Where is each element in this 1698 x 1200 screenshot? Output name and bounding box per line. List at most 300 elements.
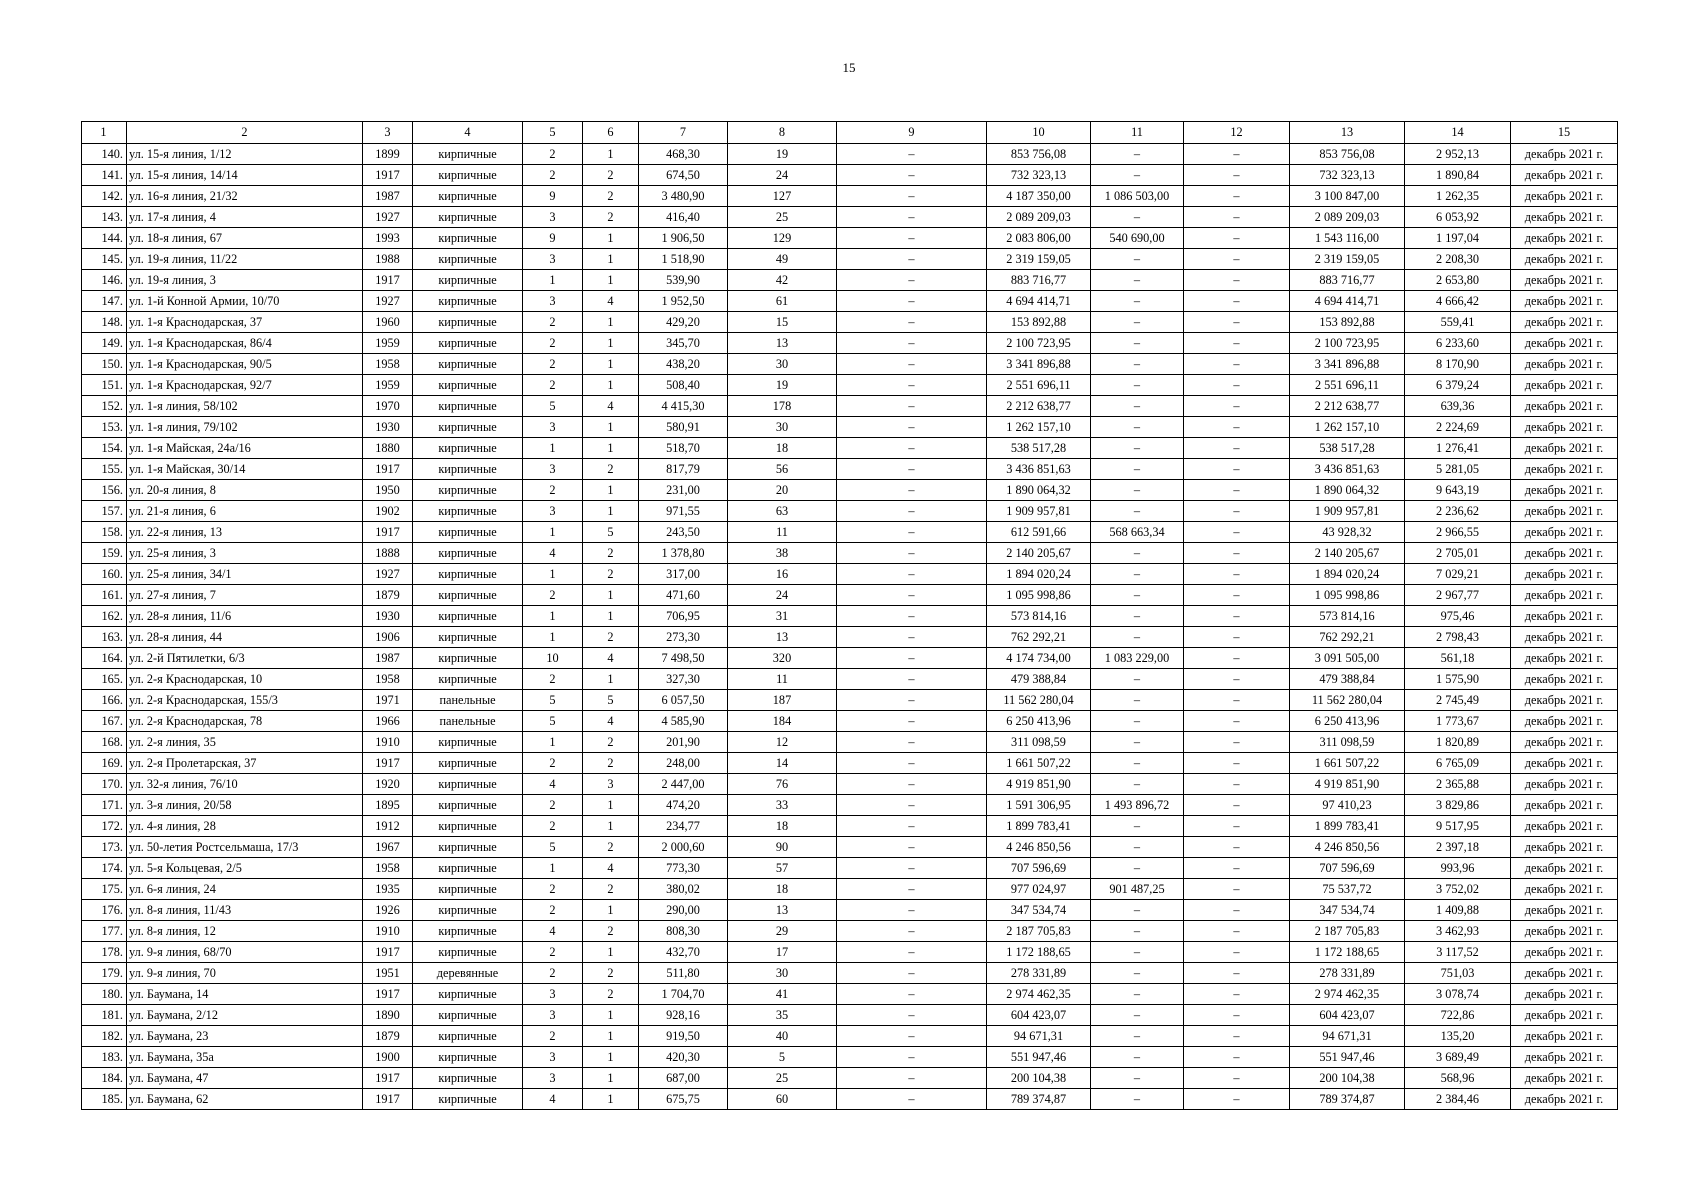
table-cell-col-2: ул. 15-я линия, 1/12 xyxy=(127,144,363,165)
table-cell-col-11: – xyxy=(1091,627,1184,648)
table-cell-col-10: 2 089 209,03 xyxy=(987,207,1091,228)
table-cell-col-3: 1927 xyxy=(363,207,413,228)
table-cell-col-2: ул. 1-я Краснодарская, 86/4 xyxy=(127,333,363,354)
table-cell-col-1: 146. xyxy=(82,270,127,291)
table-cell-col-12: – xyxy=(1184,312,1290,333)
table-cell-col-13: 732 323,13 xyxy=(1290,165,1405,186)
table-cell-col-5: 2 xyxy=(523,879,583,900)
table-cell-col-13: 1 172 188,65 xyxy=(1290,942,1405,963)
table-cell-col-9: – xyxy=(837,1026,987,1047)
table-cell-col-10: 573 814,16 xyxy=(987,606,1091,627)
table-cell-col-13: 153 892,88 xyxy=(1290,312,1405,333)
table-cell-col-13: 1 661 507,22 xyxy=(1290,753,1405,774)
table-cell-col-14: 2 397,18 xyxy=(1405,837,1511,858)
table-cell-col-3: 1993 xyxy=(363,228,413,249)
table-cell-col-3: 1958 xyxy=(363,669,413,690)
table-cell-col-13: 1 543 116,00 xyxy=(1290,228,1405,249)
table-cell-col-7: 416,40 xyxy=(639,207,728,228)
table-cell-col-5: 3 xyxy=(523,1068,583,1089)
table-cell-col-1: 171. xyxy=(82,795,127,816)
table-cell-col-15: декабрь 2021 г. xyxy=(1511,648,1618,669)
table-cell-col-2: ул. Баумана, 62 xyxy=(127,1089,363,1110)
table-cell-col-11: – xyxy=(1091,963,1184,984)
table-cell-col-1: 160. xyxy=(82,564,127,585)
table-row xyxy=(82,270,1618,291)
table-cell-col-15: декабрь 2021 г. xyxy=(1511,501,1618,522)
table-cell-col-4: кирпичные xyxy=(413,396,523,417)
table-cell-col-13: 2 100 723,95 xyxy=(1290,333,1405,354)
column-header-10: 10 xyxy=(987,122,1091,144)
table-cell-col-2: ул. 4-я линия, 28 xyxy=(127,816,363,837)
table-cell-col-4: кирпичные xyxy=(413,1026,523,1047)
table-cell-col-5: 4 xyxy=(523,1089,583,1110)
table-cell-col-4: кирпичные xyxy=(413,795,523,816)
table-cell-col-12: – xyxy=(1184,207,1290,228)
table-cell-col-13: 2 187 705,83 xyxy=(1290,921,1405,942)
table-cell-col-6: 1 xyxy=(583,249,639,270)
table-cell-col-3: 1917 xyxy=(363,753,413,774)
table-cell-col-5: 1 xyxy=(523,606,583,627)
table-cell-col-3: 1899 xyxy=(363,144,413,165)
table-cell-col-7: 1 952,50 xyxy=(639,291,728,312)
table-cell-col-15: декабрь 2021 г. xyxy=(1511,879,1618,900)
table-cell-col-15: декабрь 2021 г. xyxy=(1511,312,1618,333)
table-cell-col-12: – xyxy=(1184,774,1290,795)
table-cell-col-4: кирпичные xyxy=(413,585,523,606)
table-cell-col-3: 1960 xyxy=(363,312,413,333)
table-cell-col-9: – xyxy=(837,228,987,249)
table-cell-col-14: 2 208,30 xyxy=(1405,249,1511,270)
column-number-row xyxy=(82,122,1618,144)
table-cell-col-8: 13 xyxy=(728,900,837,921)
table-cell-col-6: 2 xyxy=(583,165,639,186)
table-cell-col-11: – xyxy=(1091,816,1184,837)
table-cell-col-7: 429,20 xyxy=(639,312,728,333)
table-cell-col-2: ул. 8-я линия, 11/43 xyxy=(127,900,363,921)
table-cell-col-10: 732 323,13 xyxy=(987,165,1091,186)
table-cell-col-8: 60 xyxy=(728,1089,837,1110)
table-cell-col-2: ул. 9-я линия, 68/70 xyxy=(127,942,363,963)
table-cell-col-11: – xyxy=(1091,207,1184,228)
table-cell-col-13: 3 341 896,88 xyxy=(1290,354,1405,375)
table-cell-col-13: 3 100 847,00 xyxy=(1290,186,1405,207)
table-cell-col-5: 2 xyxy=(523,753,583,774)
table-cell-col-8: 13 xyxy=(728,627,837,648)
table-cell-col-4: кирпичные xyxy=(413,543,523,564)
table-cell-col-6: 1 xyxy=(583,354,639,375)
table-cell-col-10: 2 319 159,05 xyxy=(987,249,1091,270)
table-cell-col-9: – xyxy=(837,312,987,333)
table-cell-col-13: 2 319 159,05 xyxy=(1290,249,1405,270)
table-cell-col-15: декабрь 2021 г. xyxy=(1511,375,1618,396)
table-cell-col-2: ул. 1-я Майская, 24а/16 xyxy=(127,438,363,459)
table-cell-col-6: 1 xyxy=(583,1089,639,1110)
table-cell-col-2: ул. 19-я линия, 3 xyxy=(127,270,363,291)
table-cell-col-8: 20 xyxy=(728,480,837,501)
table-cell-col-10: 2 212 638,77 xyxy=(987,396,1091,417)
table-cell-col-15: декабрь 2021 г. xyxy=(1511,186,1618,207)
table-cell-col-14: 9 517,95 xyxy=(1405,816,1511,837)
table-cell-col-13: 538 517,28 xyxy=(1290,438,1405,459)
table-cell-col-10: 977 024,97 xyxy=(987,879,1091,900)
table-cell-col-1: 177. xyxy=(82,921,127,942)
table-cell-col-6: 4 xyxy=(583,711,639,732)
table-cell-col-9: – xyxy=(837,732,987,753)
table-cell-col-2: ул. 28-я линия, 44 xyxy=(127,627,363,648)
table-cell-col-2: ул. 21-я линия, 6 xyxy=(127,501,363,522)
table-cell-col-1: 140. xyxy=(82,144,127,165)
table-row xyxy=(82,963,1618,984)
table-cell-col-4: кирпичные xyxy=(413,186,523,207)
table-row xyxy=(82,1005,1618,1026)
table-cell-col-3: 1987 xyxy=(363,648,413,669)
table-cell-col-14: 9 643,19 xyxy=(1405,480,1511,501)
table-cell-col-15: декабрь 2021 г. xyxy=(1511,438,1618,459)
table-cell-col-1: 162. xyxy=(82,606,127,627)
table-cell-col-5: 5 xyxy=(523,711,583,732)
table-cell-col-10: 200 104,38 xyxy=(987,1068,1091,1089)
table-cell-col-12: – xyxy=(1184,1047,1290,1068)
table-cell-col-7: 432,70 xyxy=(639,942,728,963)
table-cell-col-11: – xyxy=(1091,543,1184,564)
table-cell-col-9: – xyxy=(837,249,987,270)
table-cell-col-2: ул. 22-я линия, 13 xyxy=(127,522,363,543)
table-cell-col-11: – xyxy=(1091,837,1184,858)
table-cell-col-12: – xyxy=(1184,1026,1290,1047)
table-cell-col-12: – xyxy=(1184,606,1290,627)
table-cell-col-14: 3 078,74 xyxy=(1405,984,1511,1005)
table-cell-col-14: 975,46 xyxy=(1405,606,1511,627)
table-cell-col-4: кирпичные xyxy=(413,648,523,669)
table-cell-col-5: 2 xyxy=(523,354,583,375)
table-cell-col-4: кирпичные xyxy=(413,900,523,921)
table-cell-col-7: 808,30 xyxy=(639,921,728,942)
table-cell-col-10: 278 331,89 xyxy=(987,963,1091,984)
table-cell-col-13: 6 250 413,96 xyxy=(1290,711,1405,732)
table-cell-col-9: – xyxy=(837,984,987,1005)
table-cell-col-14: 559,41 xyxy=(1405,312,1511,333)
table-row xyxy=(82,312,1618,333)
table-cell-col-14: 6 379,24 xyxy=(1405,375,1511,396)
table-cell-col-3: 1879 xyxy=(363,585,413,606)
table-cell-col-2: ул. 1-я Краснодарская, 92/7 xyxy=(127,375,363,396)
table-cell-col-2: ул. 2-я Краснодарская, 10 xyxy=(127,669,363,690)
table-cell-col-3: 1959 xyxy=(363,375,413,396)
table-cell-col-10: 789 374,87 xyxy=(987,1089,1091,1110)
table-cell-col-10: 551 947,46 xyxy=(987,1047,1091,1068)
table-cell-col-15: декабрь 2021 г. xyxy=(1511,963,1618,984)
table-cell-col-4: панельные xyxy=(413,690,523,711)
table-cell-col-9: – xyxy=(837,354,987,375)
table-cell-col-3: 1935 xyxy=(363,879,413,900)
table-cell-col-14: 1 197,04 xyxy=(1405,228,1511,249)
table-cell-col-11: – xyxy=(1091,732,1184,753)
table-cell-col-13: 573 814,16 xyxy=(1290,606,1405,627)
table-cell-col-9: – xyxy=(837,837,987,858)
table-cell-col-6: 2 xyxy=(583,564,639,585)
housing-registry-table xyxy=(81,121,1618,1110)
table-cell-col-8: 5 xyxy=(728,1047,837,1068)
table-cell-col-1: 144. xyxy=(82,228,127,249)
table-cell-col-14: 3 117,52 xyxy=(1405,942,1511,963)
table-cell-col-2: ул. 18-я линия, 67 xyxy=(127,228,363,249)
table-cell-col-1: 152. xyxy=(82,396,127,417)
table-cell-col-12: – xyxy=(1184,165,1290,186)
table-cell-col-15: декабрь 2021 г. xyxy=(1511,291,1618,312)
table-cell-col-2: ул. 1-я линия, 79/102 xyxy=(127,417,363,438)
table-cell-col-12: – xyxy=(1184,879,1290,900)
table-cell-col-14: 7 029,21 xyxy=(1405,564,1511,585)
table-cell-col-2: ул. 20-я линия, 8 xyxy=(127,480,363,501)
table-cell-col-10: 11 562 280,04 xyxy=(987,690,1091,711)
table-cell-col-15: декабрь 2021 г. xyxy=(1511,543,1618,564)
table-cell-col-5: 1 xyxy=(523,732,583,753)
table-cell-col-15: декабрь 2021 г. xyxy=(1511,1047,1618,1068)
table-row xyxy=(82,669,1618,690)
table-cell-col-2: ул. 2-я Краснодарская, 155/3 xyxy=(127,690,363,711)
table-cell-col-7: 928,16 xyxy=(639,1005,728,1026)
table-cell-col-15: декабрь 2021 г. xyxy=(1511,837,1618,858)
table-cell-col-14: 993,96 xyxy=(1405,858,1511,879)
table-cell-col-15: декабрь 2021 г. xyxy=(1511,606,1618,627)
table-cell-col-10: 1 095 998,86 xyxy=(987,585,1091,606)
table-row xyxy=(82,606,1618,627)
table-cell-col-10: 2 083 806,00 xyxy=(987,228,1091,249)
table-cell-col-12: – xyxy=(1184,501,1290,522)
table-row xyxy=(82,879,1618,900)
table-cell-col-15: декабрь 2021 г. xyxy=(1511,354,1618,375)
table-cell-col-10: 1 909 957,81 xyxy=(987,501,1091,522)
table-cell-col-12: – xyxy=(1184,480,1290,501)
table-cell-col-4: кирпичные xyxy=(413,228,523,249)
table-cell-col-6: 1 xyxy=(583,228,639,249)
table-cell-col-3: 1950 xyxy=(363,480,413,501)
table-cell-col-7: 706,95 xyxy=(639,606,728,627)
column-header-7: 7 xyxy=(639,122,728,144)
table-cell-col-1: 158. xyxy=(82,522,127,543)
table-cell-col-9: – xyxy=(837,564,987,585)
table-cell-col-15: декабрь 2021 г. xyxy=(1511,753,1618,774)
table-row xyxy=(82,438,1618,459)
table-row xyxy=(82,732,1618,753)
table-cell-col-3: 1970 xyxy=(363,396,413,417)
table-cell-col-11: 1 083 229,00 xyxy=(1091,648,1184,669)
table-cell-col-8: 178 xyxy=(728,396,837,417)
table-cell-col-3: 1910 xyxy=(363,732,413,753)
table-cell-col-4: кирпичные xyxy=(413,375,523,396)
table-cell-col-10: 2 551 696,11 xyxy=(987,375,1091,396)
table-cell-col-12: – xyxy=(1184,753,1290,774)
table-cell-col-13: 278 331,89 xyxy=(1290,963,1405,984)
table-cell-col-1: 170. xyxy=(82,774,127,795)
table-cell-col-2: ул. 2-й Пятилетки, 6/3 xyxy=(127,648,363,669)
table-cell-col-4: кирпичные xyxy=(413,522,523,543)
table-cell-col-1: 169. xyxy=(82,753,127,774)
table-cell-col-11: – xyxy=(1091,606,1184,627)
table-cell-col-7: 1 378,80 xyxy=(639,543,728,564)
table-cell-col-11: – xyxy=(1091,1005,1184,1026)
table-cell-col-2: ул. 2-я Краснодарская, 78 xyxy=(127,711,363,732)
table-cell-col-10: 2 187 705,83 xyxy=(987,921,1091,942)
table-cell-col-12: – xyxy=(1184,837,1290,858)
table-cell-col-7: 1 518,90 xyxy=(639,249,728,270)
table-cell-col-12: – xyxy=(1184,522,1290,543)
table-cell-col-14: 1 890,84 xyxy=(1405,165,1511,186)
table-cell-col-4: кирпичные xyxy=(413,774,523,795)
table-cell-col-4: кирпичные xyxy=(413,417,523,438)
table-cell-col-11: – xyxy=(1091,144,1184,165)
table-cell-col-3: 1987 xyxy=(363,186,413,207)
table-cell-col-10: 4 694 414,71 xyxy=(987,291,1091,312)
table-cell-col-2: ул. 6-я линия, 24 xyxy=(127,879,363,900)
table-cell-col-4: кирпичные xyxy=(413,921,523,942)
table-cell-col-8: 42 xyxy=(728,270,837,291)
table-cell-col-7: 4 585,90 xyxy=(639,711,728,732)
column-header-5: 5 xyxy=(523,122,583,144)
table-cell-col-14: 2 798,43 xyxy=(1405,627,1511,648)
table-cell-col-5: 1 xyxy=(523,522,583,543)
table-row xyxy=(82,480,1618,501)
table-cell-col-9: – xyxy=(837,270,987,291)
table-cell-col-7: 3 480,90 xyxy=(639,186,728,207)
table-cell-col-1: 143. xyxy=(82,207,127,228)
table-cell-col-8: 187 xyxy=(728,690,837,711)
table-cell-col-2: ул. 50-летия Ростсельмаша, 17/3 xyxy=(127,837,363,858)
table-cell-col-8: 25 xyxy=(728,1068,837,1089)
table-cell-col-15: декабрь 2021 г. xyxy=(1511,984,1618,1005)
table-cell-col-12: – xyxy=(1184,459,1290,480)
table-cell-col-15: декабрь 2021 г. xyxy=(1511,144,1618,165)
table-cell-col-6: 1 xyxy=(583,669,639,690)
table-cell-col-11: – xyxy=(1091,690,1184,711)
table-cell-col-10: 1 262 157,10 xyxy=(987,417,1091,438)
table-cell-col-9: – xyxy=(837,480,987,501)
table-cell-col-13: 551 947,46 xyxy=(1290,1047,1405,1068)
table-cell-col-10: 4 174 734,00 xyxy=(987,648,1091,669)
table-cell-col-6: 1 xyxy=(583,942,639,963)
table-cell-col-3: 1917 xyxy=(363,984,413,1005)
table-cell-col-5: 2 xyxy=(523,963,583,984)
table-cell-col-7: 687,00 xyxy=(639,1068,728,1089)
table-cell-col-6: 2 xyxy=(583,459,639,480)
table-cell-col-4: кирпичные xyxy=(413,333,523,354)
table-cell-col-3: 1890 xyxy=(363,1005,413,1026)
table-cell-col-6: 1 xyxy=(583,417,639,438)
table-cell-col-15: декабрь 2021 г. xyxy=(1511,900,1618,921)
table-cell-col-15: декабрь 2021 г. xyxy=(1511,921,1618,942)
table-cell-col-14: 6 233,60 xyxy=(1405,333,1511,354)
table-cell-col-12: – xyxy=(1184,900,1290,921)
table-cell-col-4: кирпичные xyxy=(413,438,523,459)
table-cell-col-12: – xyxy=(1184,921,1290,942)
table-cell-col-1: 155. xyxy=(82,459,127,480)
table-cell-col-3: 1930 xyxy=(363,606,413,627)
table-cell-col-14: 1 276,41 xyxy=(1405,438,1511,459)
table-cell-col-14: 639,36 xyxy=(1405,396,1511,417)
table-cell-col-7: 674,50 xyxy=(639,165,728,186)
table-cell-col-14: 2 236,62 xyxy=(1405,501,1511,522)
table-row xyxy=(82,291,1618,312)
table-cell-col-9: – xyxy=(837,207,987,228)
table-cell-col-11: – xyxy=(1091,585,1184,606)
table-cell-col-2: ул. 27-я линия, 7 xyxy=(127,585,363,606)
table-cell-col-8: 30 xyxy=(728,417,837,438)
table-cell-col-2: ул. 9-я линия, 70 xyxy=(127,963,363,984)
table-cell-col-5: 2 xyxy=(523,375,583,396)
column-header-3: 3 xyxy=(363,122,413,144)
table-cell-col-1: 165. xyxy=(82,669,127,690)
table-cell-col-5: 2 xyxy=(523,1026,583,1047)
table-cell-col-11: – xyxy=(1091,1047,1184,1068)
table-cell-col-12: – xyxy=(1184,963,1290,984)
table-cell-col-15: декабрь 2021 г. xyxy=(1511,732,1618,753)
table-cell-col-15: декабрь 2021 г. xyxy=(1511,270,1618,291)
table-cell-col-3: 1959 xyxy=(363,333,413,354)
table-row xyxy=(82,228,1618,249)
table-cell-col-5: 5 xyxy=(523,396,583,417)
table-cell-col-8: 24 xyxy=(728,165,837,186)
table-row xyxy=(82,165,1618,186)
table-cell-col-9: – xyxy=(837,900,987,921)
table-cell-col-12: – xyxy=(1184,249,1290,270)
table-cell-col-13: 94 671,31 xyxy=(1290,1026,1405,1047)
table-row xyxy=(82,648,1618,669)
table-cell-col-15: декабрь 2021 г. xyxy=(1511,711,1618,732)
table-row xyxy=(82,711,1618,732)
table-cell-col-5: 5 xyxy=(523,690,583,711)
table-cell-col-8: 13 xyxy=(728,333,837,354)
table-cell-col-8: 90 xyxy=(728,837,837,858)
table-cell-col-5: 1 xyxy=(523,438,583,459)
table-cell-col-10: 883 716,77 xyxy=(987,270,1091,291)
table-cell-col-9: – xyxy=(837,711,987,732)
table-cell-col-6: 1 xyxy=(583,438,639,459)
table-cell-col-5: 2 xyxy=(523,669,583,690)
table-cell-col-4: кирпичные xyxy=(413,1005,523,1026)
table-cell-col-5: 5 xyxy=(523,837,583,858)
table-cell-col-14: 2 384,46 xyxy=(1405,1089,1511,1110)
table-cell-col-14: 3 752,02 xyxy=(1405,879,1511,900)
table-cell-col-10: 4 246 850,56 xyxy=(987,837,1091,858)
table-cell-col-14: 2 966,55 xyxy=(1405,522,1511,543)
table-cell-col-2: ул. 1-я линия, 58/102 xyxy=(127,396,363,417)
table-cell-col-6: 5 xyxy=(583,522,639,543)
table-cell-col-4: кирпичные xyxy=(413,1089,523,1110)
table-cell-col-2: ул. 32-я линия, 76/10 xyxy=(127,774,363,795)
table-cell-col-15: декабрь 2021 г. xyxy=(1511,627,1618,648)
table-cell-col-9: – xyxy=(837,648,987,669)
table-cell-col-1: 178. xyxy=(82,942,127,963)
column-header-2: 2 xyxy=(127,122,363,144)
table-cell-col-5: 2 xyxy=(523,480,583,501)
table-cell-col-7: 290,00 xyxy=(639,900,728,921)
table-cell-col-11: – xyxy=(1091,291,1184,312)
table-cell-col-2: ул. 17-я линия, 4 xyxy=(127,207,363,228)
table-cell-col-9: – xyxy=(837,522,987,543)
table-cell-col-5: 2 xyxy=(523,144,583,165)
table-cell-col-4: панельные xyxy=(413,711,523,732)
table-cell-col-11: – xyxy=(1091,921,1184,942)
table-cell-col-7: 468,30 xyxy=(639,144,728,165)
table-cell-col-3: 1926 xyxy=(363,900,413,921)
table-cell-col-8: 18 xyxy=(728,438,837,459)
table-cell-col-7: 234,77 xyxy=(639,816,728,837)
table-cell-col-14: 3 462,93 xyxy=(1405,921,1511,942)
table-cell-col-4: кирпичные xyxy=(413,459,523,480)
table-cell-col-5: 1 xyxy=(523,270,583,291)
table-cell-col-2: ул. 19-я линия, 11/22 xyxy=(127,249,363,270)
table-cell-col-4: кирпичные xyxy=(413,291,523,312)
